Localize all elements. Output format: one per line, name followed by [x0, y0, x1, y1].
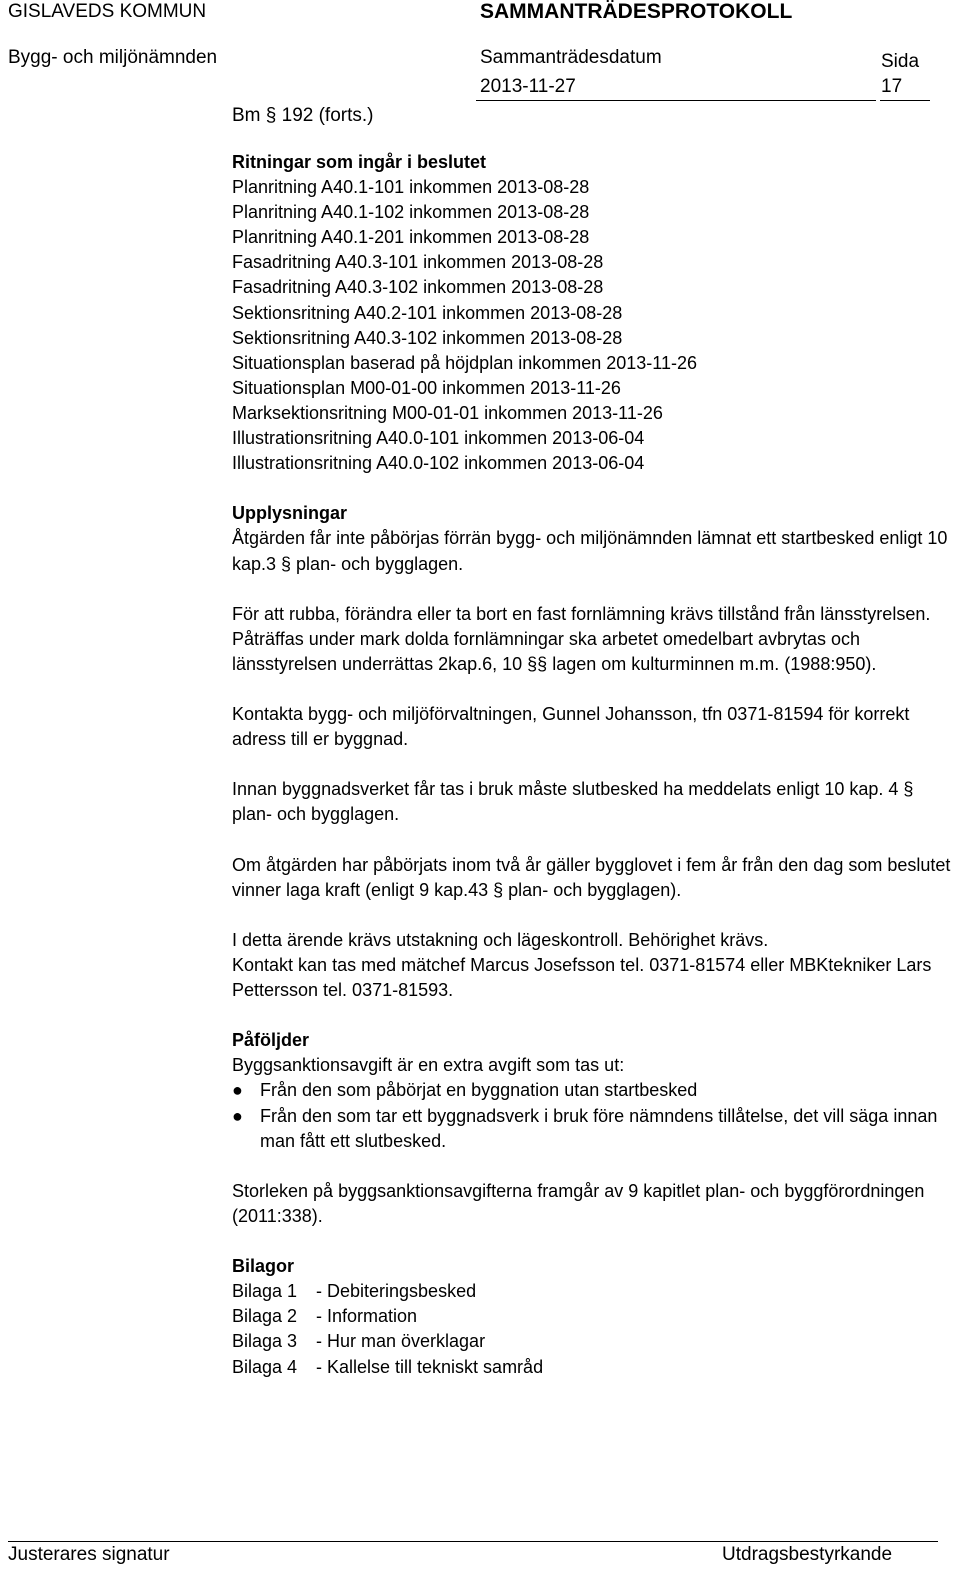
meeting-date: 2013-11-27 [480, 76, 576, 97]
consequences-intro: Byggsanktionsavgift är en extra avgift som tas ut: [232, 1055, 625, 1076]
attachment-row [232, 1304, 954, 1329]
info-paragraph-staking [232, 928, 954, 1003]
drawing-item: Illustrationsritning A40.0-101 inkommen 2013-06-04 [232, 428, 645, 449]
adjuster-signature-label: Justerares signatur [8, 1544, 170, 1565]
list-item-text: Från den som tar ett byggnadsverk i bruk före nämndens tillåtelse, det vill säga innan man fått ett slutbesked. [260, 1105, 938, 1151]
consequences-heading: Påföljder [232, 1030, 310, 1051]
attachment-title: - Debiteringsbesked [316, 1281, 477, 1302]
section-reference: Bm § 192 (forts.) [232, 105, 374, 126]
drawing-item: Planritning A40.1-101 inkommen 2013-08-28 [232, 177, 590, 198]
header-rule-date [476, 100, 876, 101]
attachment-label: Bilaga 4 [232, 1356, 298, 1377]
consequences-section [232, 1028, 954, 1153]
info-paragraph-heritage: För att rubba, förändra eller ta bort en fast fornlämning krävs tillstånd från länsstyrelsen. Påträffas under mark dolda fornlämningar ska arbetet omedelbart avbrytas och länsstyrelsen underrättas 2kap.6, 10 §§ lagen om kulturminnen m.m. (1988:950). [232, 603, 931, 674]
attachment-row [232, 1329, 954, 1354]
info-paragraph-validity: Om åtgärden har påbörjats inom två år gäller bygglovet i fem år från den dag som beslutet vinner laga kraft (enligt 9 kap.43 § plan- och bygglagen). [232, 854, 951, 900]
org-name: GISLAVEDS KOMMUN [8, 1, 207, 22]
drawings-heading: Ritningar som ingår i beslutet [232, 152, 487, 172]
page-number: 17 [881, 76, 903, 97]
info-section [232, 501, 954, 576]
consequences-outro: Storleken på byggsanktionsavgifterna framgår av 9 kapitlet plan- och byggförordningen (2011:338). [232, 1180, 925, 1226]
attachment-title: - Kallelse till tekniskt samråd [316, 1356, 544, 1377]
info-paragraph-final-notice: Innan byggnadsverket får tas i bruk måste slutbesked ha meddelats enligt 10 kap. 4 § plan- och bygglagen. [232, 779, 914, 825]
attachment-row [232, 1279, 954, 1304]
extract-certification-label: Utdragsbestyrkande [722, 1544, 893, 1565]
attachment-title: - Hur man överklagar [316, 1331, 486, 1352]
meeting-date-label: Sammanträdesdatum [480, 47, 662, 68]
bullet-icon: ● [232, 1105, 243, 1126]
document-type: SAMMANTRÄDESPROTOKOLL [480, 0, 793, 23]
drawing-item: Planritning A40.1-201 inkommen 2013-08-28 [232, 227, 590, 248]
drawing-item: Marksektionsritning M00-01-01 inkommen 2013-11-26 [232, 402, 663, 423]
list-item-text: Från den som påbörjat en byggnation utan startbesked [260, 1080, 698, 1101]
list-item [232, 1078, 954, 1103]
board-name: Bygg- och miljönämnden [8, 47, 218, 68]
attachment-label: Bilaga 1 [232, 1281, 298, 1302]
attachment-title: - Information [316, 1306, 418, 1327]
page-label: Sida [881, 51, 920, 72]
attachment-row [232, 1355, 954, 1380]
info-paragraph-start-permit: Åtgärden får inte påbörjas förrän bygg- och miljönämnden lämnat ett startbesked enligt 10 kap.3 § plan- och bygglagen. [232, 528, 948, 574]
drawing-item: Fasadritning A40.3-102 inkommen 2013-08-28 [232, 277, 604, 298]
header-rule-page [880, 100, 930, 101]
drawing-item: Situationsplan M00-01-00 inkommen 2013-11-26 [232, 377, 621, 398]
list-item [232, 1104, 954, 1154]
drawing-item: Illustrationsritning A40.0-102 inkommen 2013-06-04 [232, 453, 645, 474]
drawing-item: Sektionsritning A40.2-101 inkommen 2013-08-28 [232, 302, 623, 323]
drawing-item: Sektionsritning A40.3-102 inkommen 2013-08-28 [232, 327, 623, 348]
consequences-list [232, 1078, 954, 1153]
attachments-section [232, 1254, 954, 1379]
attachments-heading: Bilagor [232, 1256, 295, 1277]
protocol-body [232, 150, 954, 1405]
info-heading: Upplysningar [232, 503, 348, 524]
attachment-label: Bilaga 3 [232, 1331, 298, 1352]
drawings-section [232, 150, 954, 476]
staking-contact: Kontakt kan tas med mätchef Marcus Josefsson tel. 0371-81574 eller MBKtekniker Lars Pettersson tel. 0371-81593. [232, 955, 932, 1001]
staking-requirement: I detta ärende krävs utstakning och lägeskontroll. Behörighet krävs. [232, 929, 769, 950]
drawing-item: Fasadritning A40.3-101 inkommen 2013-08-28 [232, 252, 604, 273]
info-paragraph-contact-address: Kontakta bygg- och miljöförvaltningen, Gunnel Johansson, tfn 0371-81594 för korrekt adress till er byggnad. [232, 704, 910, 750]
drawing-item: Situationsplan baserad på höjdplan inkommen 2013-11-26 [232, 352, 697, 373]
attachment-label: Bilaga 2 [232, 1306, 298, 1327]
bullet-icon: ● [232, 1080, 243, 1101]
drawing-item: Planritning A40.1-102 inkommen 2013-08-28 [232, 202, 590, 223]
footer-rule [8, 1541, 938, 1542]
